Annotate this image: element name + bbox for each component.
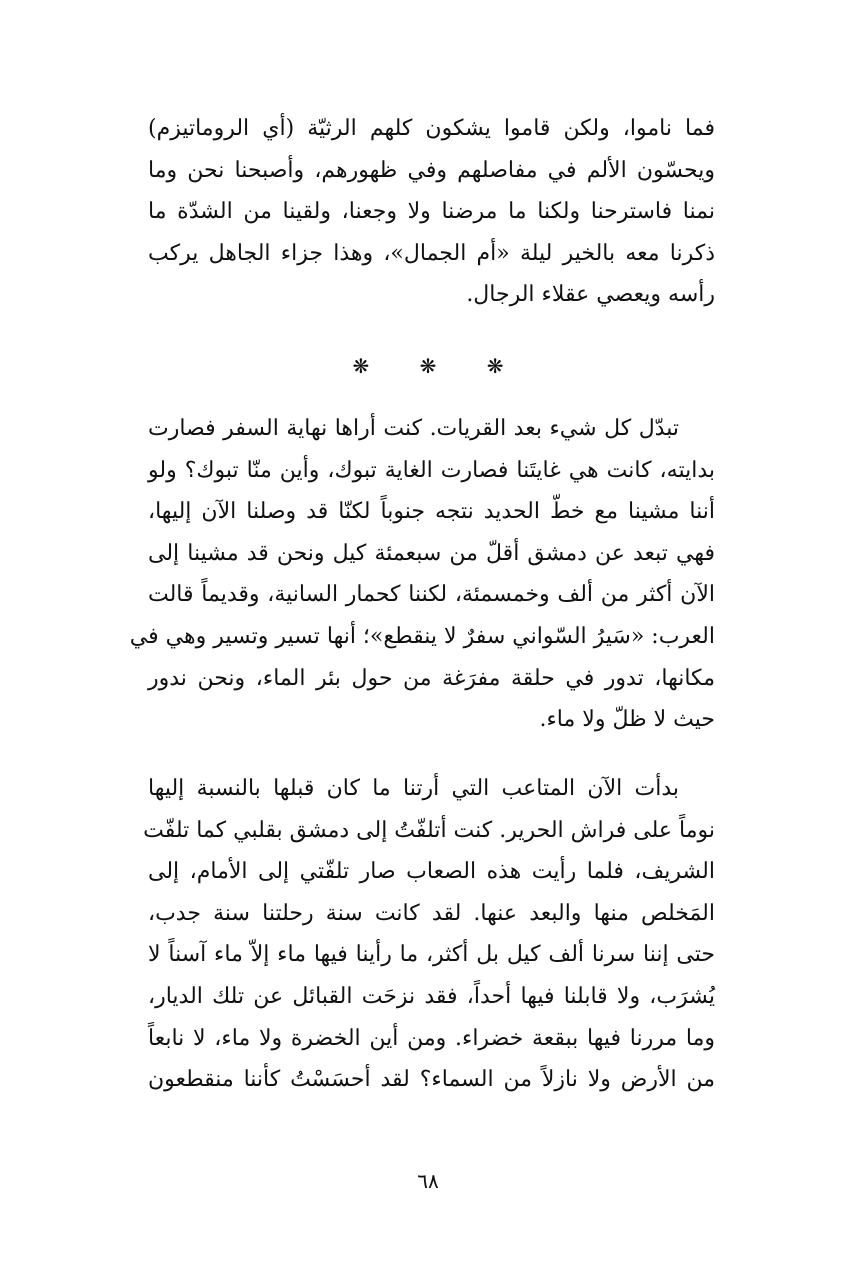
text-line: وما مررنا فيها ببقعة خضراء. ومن أين الخضرة ولا ماء، لا نابعاً <box>148 1025 715 1051</box>
text-line: فهي تبعد عن دمشق أقلّ من سبعمئة كيل ونحن قد مشينا إلى <box>148 540 715 566</box>
text-line: حيث لا ظلّ ولا ماء. <box>539 707 715 733</box>
paragraph-1 <box>148 108 715 316</box>
text-line: يُشرَب، ولا قابلنا فيها أحداً، فقد نزحَت القبائل عن تلك الديار، <box>148 983 715 1009</box>
text-line: نمنا فاسترحنا ولكنا ما مرضنا ولا وجعنا، ولقينا من الشدّة ما <box>148 199 715 225</box>
text-line: تبدّل كل شيء بعد القريات. كنت أراها نهاية السفر فصارت <box>148 416 679 441</box>
section-separator: ❋ ❋ ❋ <box>352 354 526 378</box>
text-line: من الأرض ولا نازلاً من السماء؟ لقد أحسَسْتُ كأننا منقطعون <box>148 1067 715 1093</box>
paragraph-2 <box>129 408 715 741</box>
text-line: بدايته، كانت هي غايتَنا فصارت الغاية تبوك، وأين منّا تبوك؟ ولو <box>148 457 715 483</box>
text-line: ويحسّون الألم في مفاصلهم وفي ظهورهم، وأصبحنا نحن وما <box>148 157 715 183</box>
text-line: ذكرنا معه بالخير ليلة «أم الجمال»، وهذا جزاء الجاهل يركب <box>148 240 715 266</box>
text-line: نوماً على فراش الحرير. كنت أتلفّتُ إلى دمشق بقلبي كما تلفّت <box>143 817 715 843</box>
text-line: رأسه ويعصي عقلاء الرجال. <box>466 282 715 308</box>
text-line: بدأت الآن المتاعب التي أرتنا ما كان قبلها بالنسبة إليها <box>148 776 679 801</box>
text-line: أننا مشينا مع خطّ الحديد نتجه جنوباً لكنّا قد وصلنا الآن إليها، <box>148 499 715 525</box>
text-line: مكانها، تدور في حلقة مفرَغة من حول بئر الماء، ونحن ندور <box>148 665 715 691</box>
text-line: الآن أكثر من ألف وخمسمئة، لكننا كحمار السانية، وقديماً قالت <box>148 582 715 608</box>
text-line: فما ناموا، ولكن قاموا يشكون كلهم الرثيّة (أي الروماتيزم) <box>148 116 715 141</box>
paragraph-3 <box>143 768 715 1101</box>
text-line: المَخلص منها والبعد عنها. لقد كانت سنة رحلتنا سنة جدب، <box>148 900 715 926</box>
page-number: ٦٨ <box>417 1169 439 1193</box>
text-line: الشريف، فلما رأيت هذه الصعاب صار تلفّتي إلى الأمام، إلى <box>148 859 715 885</box>
text-line: العرب: «سَيرُ السّواني سفرٌ لا ينقطع»؛ أنها تسير وتسير وهي في <box>129 623 715 649</box>
text-line: حتى إننا سرنا ألف كيل بل أكثر، ما رأينا فيها ماء إلاّ ماء آسناً لا <box>148 942 715 968</box>
